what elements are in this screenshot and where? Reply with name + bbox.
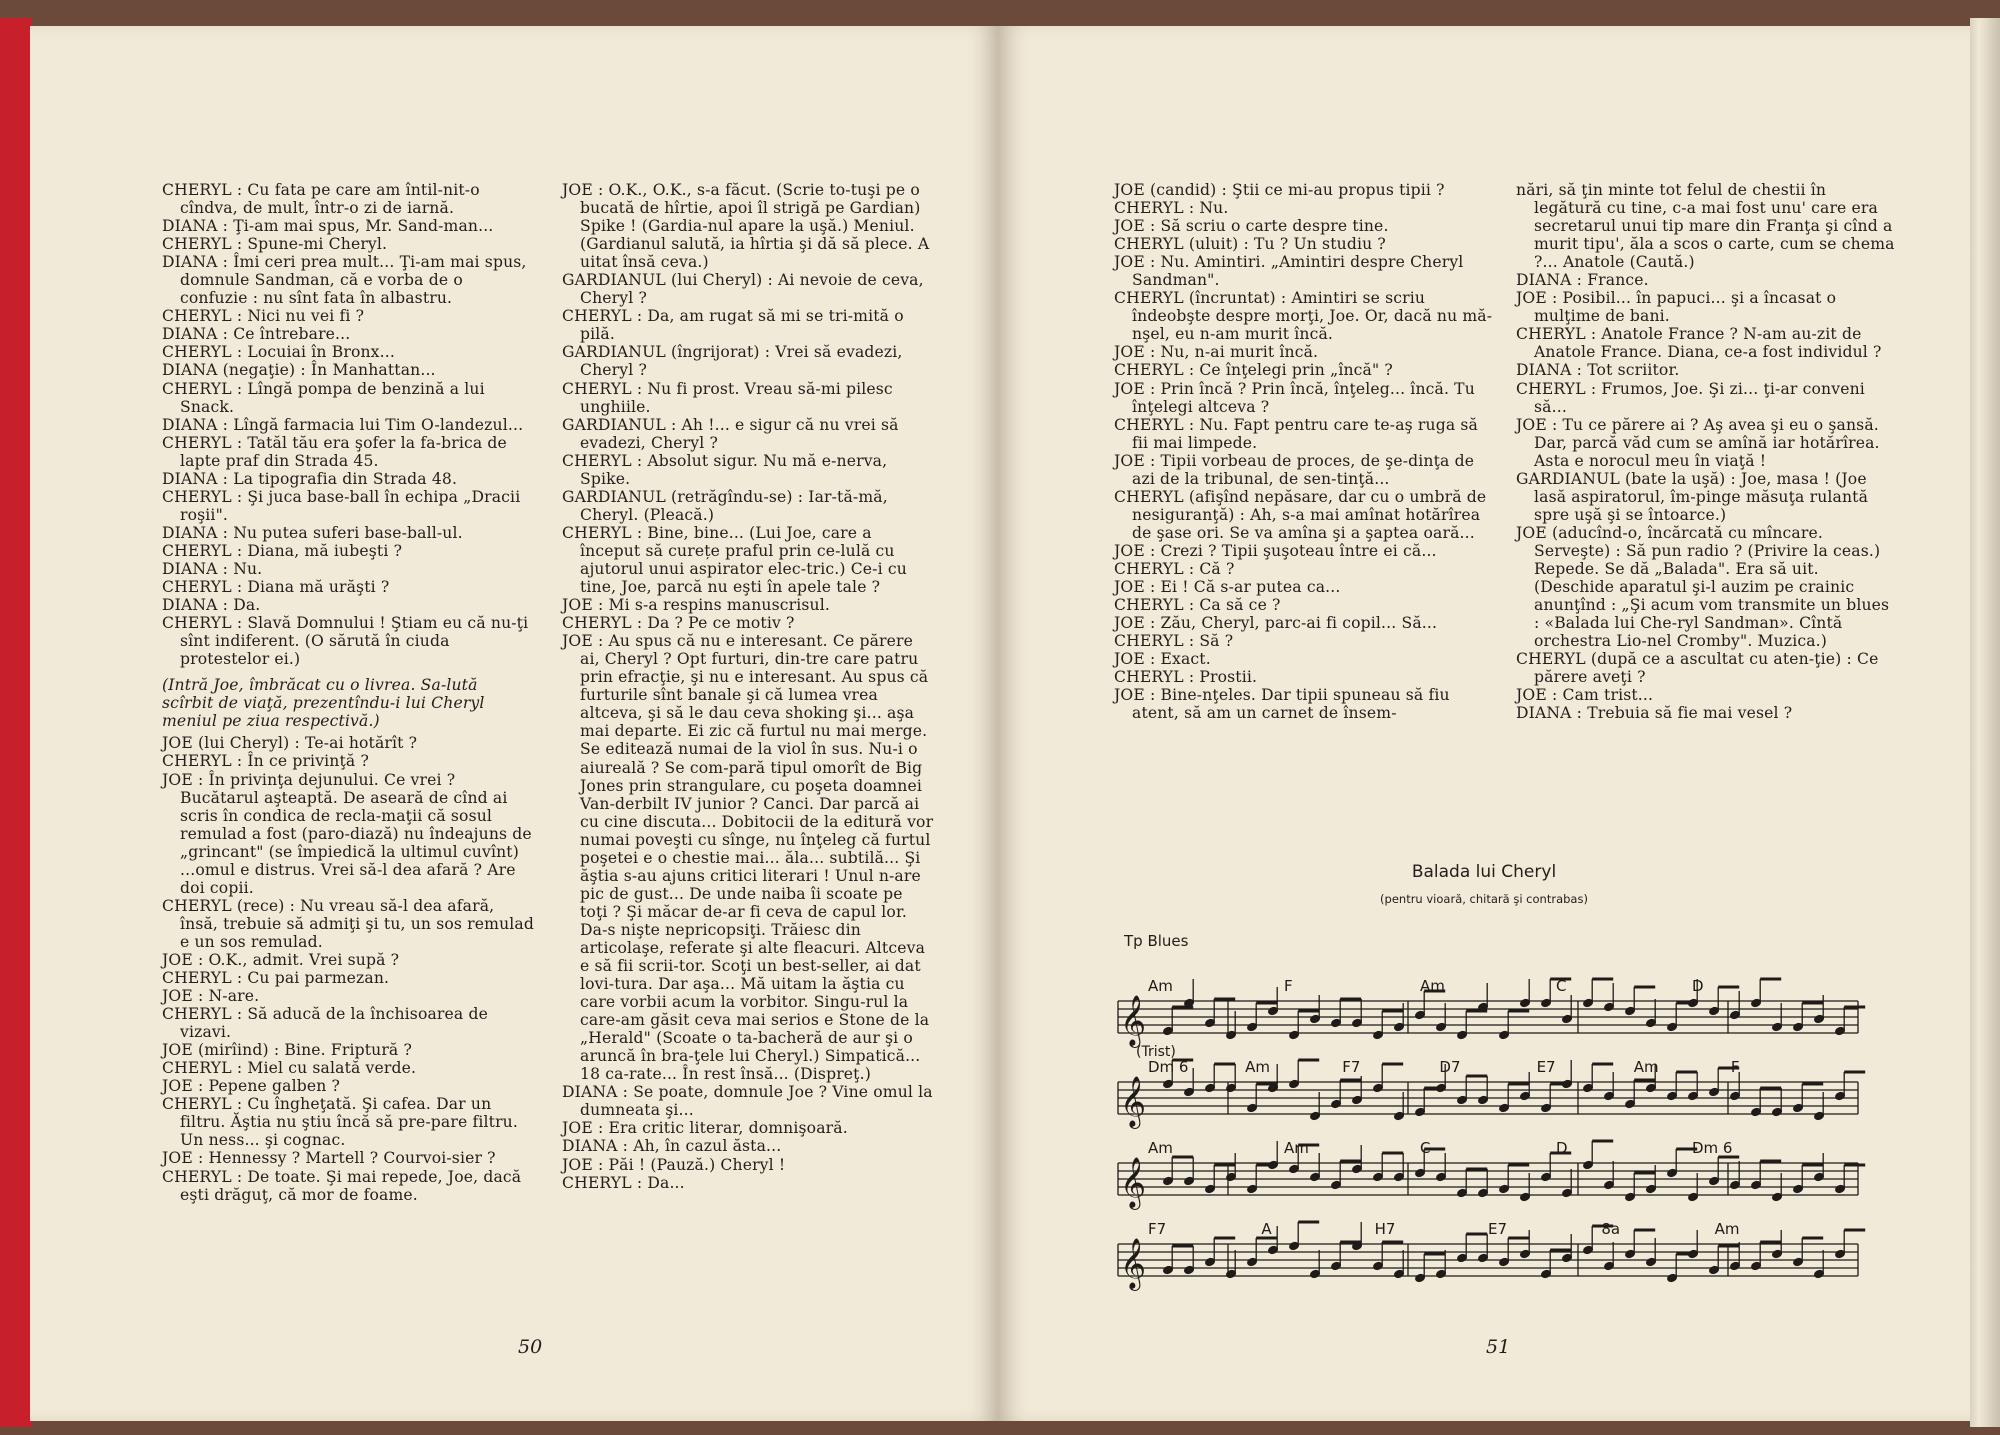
- dialogue-line: DIANA : Îmi ceri prea mult... Ţi-am mai spus, domnule Sandman, că e vorba de o confuzie : nu sînt fata în albastru.: [162, 253, 527, 308]
- dialogue-line: CHERYL : Prostii.: [1114, 668, 1258, 687]
- right-page-column-2: [1516, 181, 1896, 722]
- dialogue-line: CHERYL : Da...: [562, 1173, 685, 1192]
- dialogue-line: GARDIANUL : Ah !... e sigur că nu vrei să evadezi, Cheryl ?: [562, 415, 899, 452]
- chord-symbol: D: [1556, 1139, 1568, 1157]
- dialogue-line: JOE (lui Cheryl) : Te-ai hotărît ?: [162, 734, 418, 753]
- chord-symbol: Am: [1714, 1220, 1740, 1238]
- dialogue-line: JOE : N-are.: [162, 987, 260, 1006]
- dialogue-line: CHERYL : Da, am rugat să mi se tri-mită o pilă.: [562, 307, 904, 344]
- dialogue-line: GARDIANUL (îngrijorat) : Vrei să evadezi, Cheryl ?: [562, 343, 903, 380]
- dialogue-line: CHERYL : Că ?: [1114, 559, 1235, 578]
- treble-clef: 𝄞: [1120, 1076, 1147, 1127]
- expression-marking: (Trist): [1136, 1044, 1176, 1060]
- dialogue-line: GARDIANUL (retrăgîndu-se) : Iar-tă-mă, Cheryl. (Pleacă.): [562, 487, 888, 524]
- chord-symbol: F: [1284, 977, 1293, 995]
- dialogue-line: CHERYL : Absolut sigur. Nu mă e-nerva, Spike.: [562, 451, 888, 488]
- dialogue-line: GARDIANUL (lui Cheryl) : Ai nevoie de ceva, Cheryl ?: [562, 271, 924, 308]
- dialogue-line: JOE : Crezi ? Tipii şuşoteau între ei că...: [1114, 541, 1437, 560]
- dialogue-line: CHERYL : Nu.: [1114, 199, 1229, 218]
- treble-clef: 𝄞: [1120, 1157, 1147, 1208]
- dialogue-line: DIANA : Da.: [162, 596, 261, 615]
- chord-symbol: 8a: [1601, 1220, 1621, 1238]
- chord-symbol: C: [1556, 977, 1567, 995]
- dialogue-line: CHERYL : Nu. Fapt pentru care te-aş ruga să fii mai limpede.: [1114, 415, 1479, 452]
- dialogue-line: DIANA : Lîngă farmacia lui Tim O-landezul...: [162, 415, 524, 434]
- dialogue-line: JOE : Să scriu o carte despre tine.: [1114, 217, 1389, 236]
- dialogue-line: JOE : Cam trist...: [1516, 686, 1654, 705]
- dialogue-line: CHERYL : Cu îngheţată. Şi cafea. Dar un filtru. Ăştia nu ştiu încă să pre-pare filtru. Un ness... şi cognac.: [162, 1095, 518, 1150]
- page-number-right: 51: [1486, 1336, 1511, 1358]
- dialogue-line: JOE : O.K., O.K., s-a făcut. (Scrie to-tuşi pe o bucată de hîrtie, apoi îl strigă pe Gardian) Spike ! (Gardia-nul apare la uşă.) Meniul. (Gardianul salută, ia hîrtia şi dă să plece. A uitat însă ceva.): [562, 181, 930, 272]
- chord-symbol: F: [1730, 1058, 1740, 1076]
- dialogue-line: JOE (candid) : Ştii ce mi-au propus tipii ?: [1114, 181, 1445, 199]
- dialogue-line: DIANA (negaţie) : În Manhattan...: [162, 361, 436, 380]
- left-page-column-1: [162, 181, 534, 1204]
- song-subtitle: (pentru vioară, chitară şi contrabas): [1380, 892, 1588, 906]
- chord-symbol: F7: [1342, 1058, 1361, 1076]
- dialogue-line: JOE : Mi s-a respins manuscrisul.: [562, 596, 830, 615]
- treble-clef: 𝄞: [1120, 1238, 1147, 1289]
- dialogue-line: CHERYL (încruntat) : Amintiri se scriu îndeobşte despre morţi, Joe. Or, dacă nu mă-nşel, eu n-am murit încă.: [1114, 289, 1493, 344]
- dialogue-line: JOE : Hennessy ? Martell ? Courvoi-sier ?: [162, 1149, 496, 1168]
- chord-symbol: Am: [1420, 977, 1445, 995]
- chord-symbol: Am: [1148, 1139, 1173, 1157]
- dialogue-line: JOE : Bine-nţeles. Dar tipii spuneau să fiu atent, să am un carnet de însem-: [1114, 686, 1450, 723]
- dialogue-line: CHERYL : Cu fata pe care am întil-nit-o cîndva, de mult, într-o zi de iarnă.: [162, 181, 480, 218]
- chord-symbol: C: [1420, 1139, 1431, 1157]
- dialogue-line: CHERYL : Diana mă urăşti ?: [162, 578, 390, 597]
- dialogue-line: DIANA : Nu putea suferi base-ball-ul.: [162, 523, 463, 542]
- chord-symbol: D7: [1439, 1058, 1461, 1076]
- dialogue-line: CHERYL : Să ?: [1114, 632, 1234, 651]
- chord-symbol: Am: [1245, 1058, 1271, 1076]
- book-page-edges-right: [1970, 18, 2000, 1427]
- dialogue-line: CHERYL : Slavă Domnului ! Ştiam eu că nu-ţi sînt indiferent. (O sărută în ciuda protestelor ei.): [162, 614, 529, 669]
- chord-symbol: D: [1692, 977, 1704, 995]
- dialogue-line: JOE : Zău, Cheryl, parc-ai fi copil... Să...: [1114, 614, 1438, 633]
- dialogue-line: CHERYL : Spune-mi Cheryl.: [162, 235, 388, 254]
- dialogue-line: JOE : Ei ! Că s-ar putea ca...: [1114, 578, 1341, 597]
- dialogue-line: CHERYL : Anatole France ? N-am au-zit de Anatole France. Diana, ce-a fost individul ?: [1516, 325, 1882, 362]
- left-page-column-2: [562, 181, 934, 1192]
- song-title: Balada lui Cheryl: [1411, 862, 1557, 882]
- dialogue-line: JOE : Prin încă ? Prin încă, înţeleg... încă. Tu înţelegi altceva ?: [1114, 379, 1475, 416]
- dialogue-line: DIANA : France.: [1516, 271, 1649, 290]
- dialogue-line: GARDIANUL (bate la uşă) : Joe, masa ! (Joe lasă aspiratorul, îm-pinge măsuţa rulantă spre uşă şi se întoarce.): [1516, 469, 1869, 524]
- dialogue-line: JOE : Tipii vorbeau de proces, de şe-dinţa de azi de la tribunal, de sen-tinţă...: [1114, 451, 1475, 488]
- dialogue-line: JOE : Nu, n-ai murit încă.: [1114, 343, 1319, 362]
- left-page: [30, 26, 998, 1421]
- dialogue-line: JOE : O.K., admit. Vrei supă ?: [162, 950, 400, 969]
- dialogue-line: DIANA : Ah, în cazul ăsta...: [562, 1137, 782, 1156]
- tempo-marking: Tp Blues: [1124, 932, 1189, 950]
- stage-direction: (Intră Joe, îmbrăcat cu o livrea. Sa-lută scîrbit de viaţă, prezentîndu-i lui Cheryl meniul pe ziua respectivă.): [162, 676, 485, 731]
- dialogue-line: JOE : Pepene galben ?: [162, 1077, 341, 1096]
- dialogue-line: CHERYL : Bine, bine... (Lui Joe, care a început să curețe praful prin ce-lulă cu ajutorul unui aspirator elec-tric.) Ce-i cu tine, Joe, parcă nu eşti în apele tale ?: [562, 523, 907, 597]
- book-cover-edge-left: [0, 18, 32, 1427]
- dialogue-line: CHERYL : Diana, mă iubeşti ?: [162, 541, 403, 560]
- dialogue-line: DIANA : Se poate, domnule Joe ? Vine omul la dumneata şi...: [562, 1083, 933, 1120]
- dialogue-line: CHERYL (afişînd nepăsare, dar cu o umbră de nesiguranţă) : Ah, s-a mai amînat hotărîrea de şase ori. Se va amîna şi a şaptea oară...: [1114, 487, 1487, 542]
- dialogue-line: JOE : Era critic literar, domnişoară.: [562, 1119, 848, 1138]
- dialogue-line: CHERYL : Tatăl tău era şofer la fa-brica de lapte praf din Strada 45.: [162, 433, 507, 470]
- right-page: [998, 26, 1970, 1421]
- dialogue-line: DIANA : Ţi-am mai spus, Mr. Sand-man...: [162, 217, 494, 236]
- dialogue-line: JOE : Păi ! (Pauză.) Cheryl !: [562, 1155, 786, 1174]
- dialogue-line: CHERYL : În ce privinţă ?: [162, 752, 369, 771]
- dialogue-line: JOE : În privinţa dejunului. Ce vrei ? Bucătarul aşteaptă. De aseară de cînd ai scris în condica de recla-maţii că sosul remulad a fost (paro-diază) nu îndeajuns de „grincant" (se împiedică la ultimul cuvînt) ...omul e distrus. Vrei să-l dea afară ? Are doi copii.: [162, 770, 532, 897]
- chord-symbol: Am: [1148, 977, 1173, 995]
- dialogue-line: CHERYL : Cu pai parmezan.: [162, 969, 390, 988]
- dialogue-line: JOE (mirîind) : Bine. Friptură ?: [162, 1041, 412, 1060]
- dialogue-line: CHERYL : Ce înţelegi prin „încă" ?: [1114, 361, 1393, 380]
- chord-symbol: Dm 6: [1692, 1139, 1733, 1157]
- dialogue-line: JOE : Tu ce părere ai ? Aş avea şi eu o şansă. Dar, parcă văd cum se amînă iar hotărîrea. Asta e norocul meu în viaţă !: [1516, 415, 1880, 470]
- sheet-music-score: [1108, 946, 1868, 1306]
- right-page-column-1: [1114, 181, 1494, 722]
- dialogue-line: nări, să ţin minte tot felul de chestii în legătură cu tine, c-a mai fost unu' care era secretarul unui tip mare din Franţa şi cînd a murit tipu', ăla a scos o carte, cum se chema ?... Anatole (Caută.): [1516, 181, 1895, 272]
- dialogue-line: JOE : Posibil... în papuci... şi a încasat o mulţime de bani.: [1516, 289, 1837, 326]
- dialogue-line: DIANA : La tipografia din Strada 48.: [162, 469, 458, 488]
- dialogue-line: CHERYL (uluit) : Tu ? Un studiu ?: [1114, 235, 1386, 254]
- dialogue-line: DIANA : Tot scriitor.: [1516, 361, 1680, 380]
- dialogue-line: CHERYL : Lîngă pompa de benzină a lui Snack.: [162, 379, 485, 416]
- dialogue-line: DIANA : Ce întrebare...: [162, 325, 351, 344]
- dialogue-line: CHERYL (rece) : Nu vreau să-l dea afară, însă, trebuie să admiţi şi tu, un sos remulad e un sos remulad.: [162, 896, 534, 951]
- chord-symbol: H7: [1374, 1220, 1396, 1238]
- dialogue-line: JOE : Au spus că nu e interesant. Ce părere ai, Cheryl ? Opt furturi, din-tre care patru prin efracţie, şi nu e interesant. Au spus că furturile sînt banale şi că lumea vrea altceva, şi să le dau ceva shoking şi... aşa mai departe. Ei zic că furtul nu mai merge. Se editează numai de la viol în sus. Nu-i o aiureală ? Se com-pară tipul omorît de Big Jones prin strangulare, cu poşeta doamnei Van-derbilt IV junior ? Canci. Dar parcă ai cu cine discuta... Dobitocii de la editură vor numai poveşti cu sînge, nu înţeleg că furtul poşetei e o chestie mai... ăla... subtilă... Şi ăştia s-au ajuns critici literari ! Unul n-are pic de gust... De unde naiba îi scoate pe toţi ? Şi măcar de-ar fi ceva de capul lor. Da-s nişte nepricopsiţi. Trăiesc din articolaşe, referate şi alte fleacuri. Altceva e să fii scrii-tor. Scoţi un best-seller, ai dat lovi-tura. Dar aşa... Mă uitam la ăştia cu care vorbii acum la vorbitor. Singu-rul la care-am găsit ceva mai serios e Stone de la „Herald" (Scoate o ta-bacheră de aur şi o aruncă în bra-ţele lui Cheryl.) Simpatică... 18 ca-rate... În rest însă... (Dispreţ.): [562, 632, 934, 1084]
- chord-symbol: Dm 6: [1148, 1058, 1189, 1076]
- dialogue-line: JOE : Nu. Amintiri. „Amintiri despre Cheryl Sandman".: [1114, 253, 1464, 290]
- dialogue-line: CHERYL : Frumos, Joe. Şi zi... ţi-ar conveni să...: [1516, 379, 1865, 416]
- dialogue-line: CHERYL : Ca să ce ?: [1114, 596, 1281, 615]
- treble-clef: 𝄞: [1120, 995, 1147, 1046]
- dialogue-line: CHERYL : Nici nu vei fi ?: [162, 307, 365, 326]
- dialogue-line: JOE : Exact.: [1114, 650, 1211, 669]
- chord-symbol: E7: [1536, 1058, 1556, 1076]
- dialogue-line: CHERYL : Să aducă de la închisoarea de vizavi.: [162, 1005, 488, 1042]
- chord-symbol: Am: [1284, 1139, 1309, 1157]
- dialogue-line: CHERYL : Da ? Pe ce motiv ?: [562, 614, 795, 633]
- chord-symbol: F7: [1148, 1220, 1167, 1238]
- dialogue-line: CHERYL : Miel cu salată verde.: [162, 1059, 417, 1078]
- dialogue-line: JOE (aducînd-o, încărcată cu mîncare. Serveşte) : Să pun radio ? (Privire la ceas.) Repede. Se dă „Balada". Era să uit.(Deschide aparatul şi-l auzim pe crainic anunţînd : „Şi acum vom transmite un blues : «Balada lui Che-ryl Sandman». Cîntă orchestra Lio-nel Cromby". Muzica.): [1516, 523, 1890, 651]
- dialogue-line: DIANA : Trebuia să fie mai vesel ?: [1516, 704, 1793, 723]
- dialogue-line: CHERYL : Locuiai în Bronx...: [162, 343, 395, 362]
- dialogue-line: CHERYL : Şi juca base-ball în echipa „Dracii roşii".: [162, 487, 521, 524]
- page-number-left: 50: [518, 1336, 543, 1358]
- chord-symbol: E7: [1488, 1220, 1508, 1238]
- chord-symbol: Am: [1633, 1058, 1659, 1076]
- dialogue-line: CHERYL : Nu fi prost. Vreau să-mi pilesc unghiile.: [562, 379, 893, 416]
- dialogue-line: CHERYL : De toate. Şi mai repede, Joe, dacă eşti drăguţ, că mor de foame.: [162, 1167, 522, 1204]
- chord-symbol: A: [1261, 1220, 1272, 1238]
- dialogue-line: DIANA : Nu.: [162, 559, 263, 578]
- dialogue-line: CHERYL (după ce a ascultat cu aten-ţie) : Ce părere aveţi ?: [1516, 650, 1879, 687]
